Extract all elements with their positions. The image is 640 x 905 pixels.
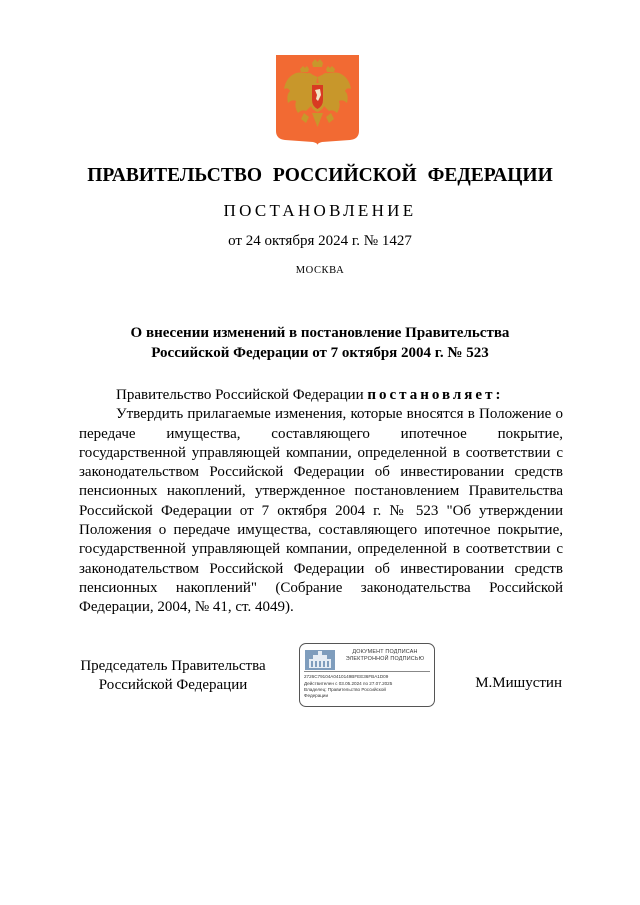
document-date-number: от 24 октября 2024 г. № 1427	[228, 233, 412, 249]
signer-position-line-1: Председатель Правительства	[80, 658, 266, 674]
electronic-signature-stamp	[299, 643, 435, 707]
intro-text: Правительство Российской Федерации	[116, 387, 368, 403]
document-city: МОСКВА	[295, 265, 345, 276]
stamp-heading	[338, 649, 432, 663]
main-paragraph: Утвердить прилагаемые изменения, которые вносятся в Положение о передаче имущества, составляющего ипотечное покрытие, государственной управляющей компании, определенной в соответствии с законодательством Российской Федерации об инвестировании средств пенсионных накоплений, утвержденное постановлением Правительства Российской Федерации от 7 октября 2004 г. № 523 "Об утверждении Положения о передаче имущества, составляющего ипотечное покрытие, государственной управляющей компании, определенной в соответствии с законодательством Российской Федерации об инвестировании средств пенсионных накоплений" (Собрание законодательства Российской Федерации, 2004, № 41, ст. 4049).	[79, 406, 563, 616]
document-type: ПОСТАНОВЛЕНИЕ	[223, 201, 417, 220]
stamp-owner-line-1: Владелец: Правительство Российской	[304, 687, 386, 692]
intro-paragraph	[79, 386, 563, 405]
government-title: ПРАВИТЕЛЬСТВО РОССИЙСКОЙ ФЕДЕРАЦИИ	[87, 165, 553, 186]
document-subject	[80, 323, 560, 363]
stamp-heading-line-2: ЭЛЕКТРОННОЙ ПОДПИСЬЮ	[345, 656, 425, 662]
document-body	[79, 386, 563, 618]
signer-position	[76, 657, 270, 695]
signer-name: М.Мишустин	[475, 675, 562, 691]
coat-of-arms-icon	[276, 55, 359, 145]
resolves-word: постановляет:	[367, 387, 504, 403]
stamp-divider	[304, 671, 430, 672]
stamp-certificate: 2726C79104A0410149BFEE36FBA1D09	[304, 674, 389, 679]
stamp-owner-line-2: Федерации	[304, 693, 329, 698]
signer-position-line-2: Российской Федерации	[98, 677, 248, 693]
subject-line-2: Российской Федерации от 7 октября 2004 г. № 523	[151, 345, 489, 361]
government-building-icon	[305, 650, 335, 670]
stamp-heading-line-1: ДОКУМЕНТ ПОДПИСАН	[352, 649, 418, 655]
stamp-validity: Действителен с 03.05.2024 по 27.07.2025	[304, 681, 393, 686]
subject-line-1: О внесении изменений в постановление Правительства	[130, 325, 510, 341]
